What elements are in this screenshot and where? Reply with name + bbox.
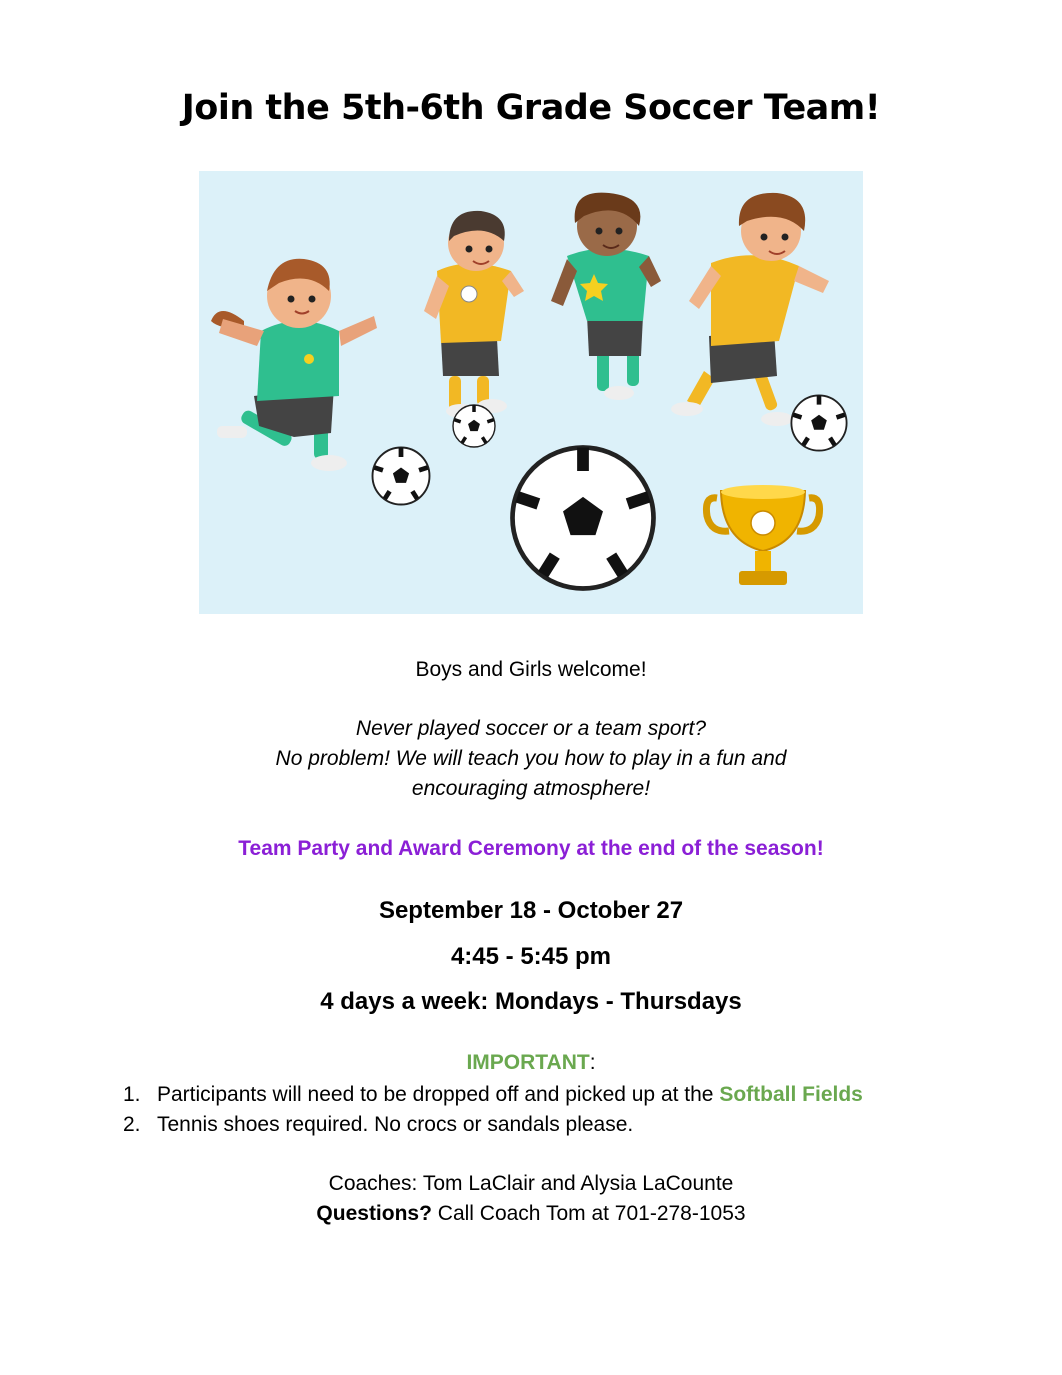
- list-item-text: Tennis shoes required. No crocs or sandals please.: [157, 1113, 634, 1136]
- schedule-time: 4:45 - 5:45 pm: [450, 943, 612, 970]
- schedule-dates: September 18 - October 27: [378, 897, 684, 924]
- soccer-ball-icon: [373, 448, 430, 505]
- boy-player-3-icon: [671, 193, 829, 426]
- list-number: 1.: [123, 1083, 141, 1106]
- boy-player-2-icon: [551, 193, 661, 400]
- requirements-list: [123, 1080, 1003, 1140]
- welcome-text: Boys and Girls welcome!: [415, 658, 647, 681]
- important-colon: :: [589, 1051, 596, 1074]
- list-item-text: Participants will need to be dropped off and picked up at the: [157, 1083, 720, 1106]
- important-label: IMPORTANT: [466, 1051, 590, 1074]
- questions-contact: Call Coach Tom at 701-278-1053: [431, 1202, 746, 1225]
- flyer-title: Join the 5th-6th Grade Soccer Team!: [181, 88, 881, 128]
- coaches-text: Coaches: Tom LaClair and Alysia LaCounte: [328, 1172, 734, 1195]
- soccer-illustration: [199, 171, 863, 614]
- list-item: [123, 1080, 1003, 1110]
- soccer-ball-icon: [513, 448, 654, 589]
- girl-player-icon: [211, 259, 377, 471]
- trophy-icon: [706, 485, 819, 585]
- team-party-notice: Team Party and Award Ceremony at the end of the season!: [238, 837, 824, 860]
- intro-line-3: encouraging atmosphere!: [411, 777, 651, 800]
- soccer-ball-icon: [791, 395, 846, 450]
- intro-line-1: Never played soccer or a team sport?: [355, 717, 707, 740]
- questions-line: [0, 1199, 1062, 1229]
- list-number: 2.: [123, 1113, 141, 1136]
- boy-player-1-icon: [424, 211, 524, 418]
- list-item: [123, 1110, 1003, 1140]
- softball-fields-highlight: Softball Fields: [719, 1083, 863, 1106]
- important-heading: [0, 1048, 1062, 1078]
- schedule-days: 4 days a week: Mondays - Thursdays: [320, 988, 742, 1015]
- soccer-ball-icon: [453, 405, 495, 447]
- questions-label: Questions?: [316, 1202, 432, 1225]
- intro-line-2: No problem! We will teach you how to play in a fun and: [275, 747, 787, 770]
